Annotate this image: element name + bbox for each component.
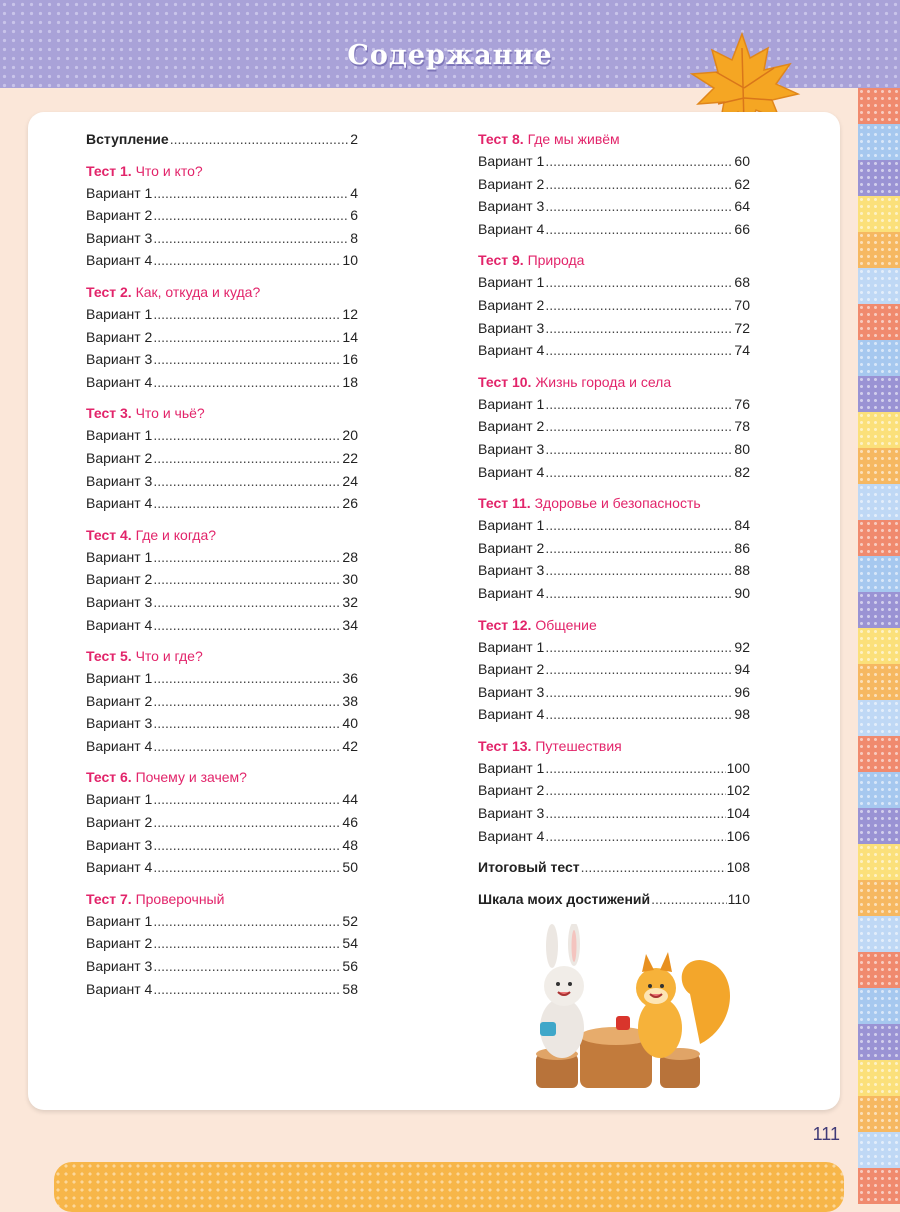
toc-entry-label: Вариант 4 [478,342,545,359]
toc-entry-label: Итоговый тест [478,859,580,876]
toc-entry-page: 50 [342,859,358,876]
toc-entry[interactable] [478,294,750,317]
toc-entry-label: Вариант 4 [478,463,545,480]
toc-entry-label: Вариант 2 [86,692,153,709]
toc-entry-page: 108 [726,859,750,876]
toc-entry[interactable] [86,249,358,272]
section-heading[interactable] [86,402,358,424]
section-title: Как, откуда и куда? [135,283,261,300]
section-title: Жизнь города и села [535,373,672,390]
toc-entry-label: Вариант 1 [86,184,153,201]
toc-entry-label: Вариант 3 [86,351,153,368]
decorative-stripes [858,88,900,1200]
toc-entry-label: Вариант 4 [478,827,545,844]
toc-entry[interactable] [86,546,358,569]
toc-entry-label: Вариант 2 [478,782,545,799]
section-title: Что и кто? [135,162,203,179]
toc-entry-label: Вариант 4 [478,706,545,723]
stripe-segment [858,808,900,844]
section-heading[interactable] [478,371,750,393]
toc-entry-label: Вариант 1 [86,548,153,565]
toc-entry-label: Вариант 3 [478,562,545,579]
toc-entry-page: 62 [734,175,750,192]
dot-leader [153,546,341,569]
page-title: Содержание [347,40,553,71]
toc-entry-page: 52 [342,912,358,929]
toc-entry-page: 18 [342,373,358,390]
dot-leader [153,249,341,272]
stripe-segment [858,484,900,520]
dot-leader [545,294,733,317]
section-title: Общение [535,616,597,633]
toc-entry-label: Вариант 4 [86,252,153,269]
section-heading[interactable] [478,614,750,636]
toc-entry[interactable] [478,757,750,780]
section-number: Тест 8. [478,131,524,147]
section-title: Что и чьё? [135,405,205,422]
toc-entry[interactable] [478,195,750,218]
section-title: Где и когда? [135,526,217,543]
toc-entry[interactable] [86,470,358,493]
toc-entry[interactable] [478,802,750,825]
dot-leader [153,470,341,493]
toc-entry-page: 100 [726,759,750,776]
toc-entry[interactable] [86,371,358,394]
section-heading[interactable] [478,735,750,757]
toc-entry[interactable] [86,303,358,326]
toc-entry[interactable] [86,690,358,713]
toc-entry-label: Вариант 1 [86,305,153,322]
toc-entry[interactable] [86,667,358,690]
toc-entry-page: 56 [342,958,358,975]
toc-entry-label: Вариант 2 [86,207,153,224]
dot-leader [545,582,733,605]
toc-entry[interactable] [86,348,358,371]
toc-entry-page: 14 [342,328,358,345]
toc-entry[interactable] [478,150,750,173]
toc-entry-page: 2 [350,131,358,147]
toc-entry-intro[interactable] [86,128,358,151]
dot-leader [545,317,733,340]
section-heading[interactable] [86,645,358,667]
toc-entry[interactable] [86,932,358,955]
stripe-segment [858,628,900,664]
toc-entry[interactable] [478,703,750,726]
section-number: Тест 4. [86,526,132,543]
dot-leader [153,182,349,205]
toc-entry[interactable] [86,735,358,758]
toc-entry-label: Вариант 1 [478,395,545,412]
stripe-segment [858,376,900,412]
dot-leader [545,802,725,825]
dot-leader [153,424,341,447]
stripe-segment [858,736,900,772]
dot-leader [153,735,341,758]
stripe-segment [858,304,900,340]
stripe-segment [858,916,900,952]
toc-entry-page: 16 [342,351,358,368]
toc-entry[interactable] [478,779,750,802]
dot-leader [545,559,733,582]
section-heading[interactable] [86,766,358,788]
toc-entry-page: 44 [342,791,358,808]
toc-entry-label: Вариант 3 [86,836,153,853]
section-title: Где мы живём [527,131,620,147]
stripe-segment [858,268,900,304]
stripe-segment [858,556,900,592]
section-number: Тест 10. [478,373,532,390]
toc-entry[interactable] [86,568,358,591]
dot-leader [153,811,341,834]
toc-entry-page: 76 [734,395,750,412]
stripe-segment [858,664,900,700]
dot-leader [153,788,341,811]
section-title: Природа [527,252,585,269]
dot-leader [545,461,733,484]
toc-entry-label: Вариант 2 [478,418,545,435]
toc-entry[interactable] [86,204,358,227]
bunny-squirrel-illustration [500,924,740,1094]
section-number: Тест 7. [86,890,132,907]
toc-entry-page: 110 [727,890,750,907]
dot-leader [153,667,341,690]
section-number: Тест 12. [478,616,532,633]
toc-entry-page: 38 [342,692,358,709]
toc-entry[interactable] [86,591,358,614]
toc-entry-page: 104 [726,805,750,822]
toc-entry-page: 72 [734,319,750,336]
page-number: 111 [812,1124,840,1144]
toc-entry-label: Вариант 2 [86,814,153,831]
toc-entry[interactable] [86,424,358,447]
dot-leader [153,204,349,227]
toc-entry-label: Вариант 2 [86,449,153,466]
dot-leader [545,636,733,659]
toc-entry[interactable] [478,438,750,461]
section-title: Путешествия [535,737,622,754]
toc-entry-page: 36 [342,670,358,687]
toc-entry-page: 54 [342,935,358,952]
toc-entry-label: Шкала моих достижений [478,890,651,907]
toc-entry-label: Вариант 3 [478,440,545,457]
dot-leader [153,955,341,978]
dot-leader [153,932,341,955]
stripe-segment [858,1096,900,1132]
dot-leader [545,757,725,780]
toc-entry[interactable] [478,681,750,704]
stripe-segment [858,160,900,196]
toc-entry-page: 20 [342,427,358,444]
toc-entry[interactable] [478,537,750,560]
dot-leader [545,271,733,294]
toc-entry[interactable] [478,825,750,848]
toc-entry[interactable] [478,559,750,582]
toc-entry-page: 70 [734,296,750,313]
left-sections [86,160,358,1001]
toc-entry-label: Вариант 2 [478,539,545,556]
section-title: Проверочный [135,890,225,907]
dot-leader [545,393,733,416]
toc-entry-label: Вариант 3 [86,472,153,489]
toc-entry-page: 74 [734,342,750,359]
dot-leader [153,690,341,713]
toc-entry-label: Вариант 1 [478,759,545,776]
toc-entry-label: Вариант 4 [478,584,545,601]
toc-entry-page: 88 [734,562,750,579]
dot-leader [651,888,727,911]
toc-entry-page: 40 [342,715,358,732]
toc-entry-final-test[interactable] [478,856,750,879]
toc-entry-page: 10 [342,252,358,269]
toc-entry-label: Вариант 2 [86,328,153,345]
section-heading[interactable] [478,128,750,150]
dot-leader [545,681,733,704]
toc-entry-page: 22 [342,449,358,466]
dot-leader [545,415,733,438]
toc-entry[interactable] [86,811,358,834]
toc-entry-page: 28 [342,548,358,565]
toc-entry-page: 30 [342,571,358,588]
toc-entry[interactable] [86,910,358,933]
toc-entry-page: 98 [734,706,750,723]
section-number: Тест 3. [86,405,132,422]
toc-entry[interactable] [478,461,750,484]
toc-entry-label: Вариант 2 [478,296,545,313]
toc-entry-label: Вариант 4 [86,495,153,512]
stripe-segment [858,520,900,556]
section-title: Что и где? [135,648,203,665]
toc-entry-page: 12 [342,305,358,322]
toc-entry-page: 24 [342,472,358,489]
toc-entry[interactable] [478,317,750,340]
section-number: Тест 6. [86,769,132,786]
stripe-segment [858,952,900,988]
stripe-segment [858,1168,900,1204]
stripe-segment [858,772,900,808]
toc-entry-label: Вариант 4 [86,737,153,754]
dot-leader [545,438,733,461]
stripe-segment [858,196,900,232]
dot-leader [153,712,341,735]
toc-entry-page: 106 [726,827,750,844]
dot-leader [153,227,349,250]
toc-entry-page: 86 [734,539,750,556]
toc-entry[interactable] [86,978,358,1001]
dot-leader [545,514,733,537]
toc-entry-page: 80 [734,440,750,457]
stripe-segment [858,340,900,376]
toc-entry[interactable] [478,339,750,362]
stripe-segment [858,1024,900,1060]
stripe-segment [858,988,900,1024]
toc-entry[interactable] [86,182,358,205]
toc-entry-label: Вариант 1 [478,638,545,655]
dot-leader [545,195,733,218]
dot-leader [545,339,733,362]
dot-leader [153,303,341,326]
toc-entry-page: 68 [734,274,750,291]
toc-entry[interactable] [86,614,358,637]
toc-entry-page: 90 [734,584,750,601]
toc-entry[interactable] [86,326,358,349]
toc-entry-page: 8 [350,229,358,246]
toc-entry-label: Вариант 3 [86,229,153,246]
toc-entry[interactable] [478,218,750,241]
stripe-segment [858,592,900,628]
dot-leader [153,591,341,614]
toc-entry-label: Вариант 4 [478,220,545,237]
toc-entry[interactable] [86,955,358,978]
section-heading[interactable] [86,524,358,546]
toc-entry[interactable] [86,227,358,250]
toc-entry-label: Вариант 2 [86,935,153,952]
bottom-band [54,1162,844,1212]
section-heading[interactable] [86,888,358,910]
toc-right-column [478,128,750,910]
toc-entry-label: Вариант 1 [86,427,153,444]
toc-entry[interactable] [478,271,750,294]
section-heading[interactable] [478,249,750,271]
toc-entry-page: 102 [726,782,750,799]
toc-entry-page: 82 [734,463,750,480]
section-title: Почему и зачем? [135,769,247,786]
toc-left-column [86,128,358,1000]
toc-entry-page: 78 [734,418,750,435]
dot-leader [153,978,341,1001]
dot-leader [153,910,341,933]
toc-entry-label: Вариант 1 [478,274,545,291]
toc-entry-label: Вариант 2 [478,661,545,678]
stripe-segment [858,880,900,916]
toc-entry[interactable] [478,658,750,681]
stripe-segment [858,232,900,268]
toc-entry-page: 58 [342,980,358,997]
toc-entry[interactable] [478,415,750,438]
toc-entry[interactable] [86,788,358,811]
section-heading[interactable] [86,160,358,182]
section-number: Тест 11. [478,495,531,512]
toc-entry-page: 66 [734,220,750,237]
toc-entry-label: Вариант 3 [478,805,545,822]
toc-entry-page: 84 [734,517,750,534]
toc-entry-page: 46 [342,814,358,831]
toc-entry[interactable] [86,492,358,515]
section-heading[interactable] [86,281,358,303]
toc-entry-achievements[interactable] [478,888,750,911]
stripe-segment [858,88,900,124]
dot-leader [581,856,726,879]
dot-leader [153,348,341,371]
toc-entry-page: 64 [734,198,750,215]
section-heading[interactable] [478,492,750,514]
toc-entry-label: Вариант 4 [86,980,153,997]
dot-leader [170,128,350,151]
toc-entry-page: 96 [734,683,750,700]
toc-entry-page: 48 [342,836,358,853]
toc-entry-label: Вариант 3 [478,683,545,700]
section-title: Здоровье и безопасность [534,495,701,512]
toc-entry-page: 4 [350,184,358,201]
toc-entry[interactable] [478,514,750,537]
toc-entry-label: Вступление [86,131,169,147]
stripe-segment [858,412,900,448]
toc-entry[interactable] [478,582,750,605]
dot-leader [153,371,341,394]
toc-entry[interactable] [86,712,358,735]
toc-entry-label: Вариант 1 [478,517,545,534]
toc-entry-label: Вариант 2 [478,175,545,192]
section-number: Тест 13. [478,737,532,754]
stripe-segment [858,844,900,880]
dot-leader [153,856,341,879]
dot-leader [545,658,733,681]
dot-leader [545,703,733,726]
toc-entry-label: Вариант 1 [86,791,153,808]
toc-entry-label: Вариант 3 [478,319,545,336]
toc-entry[interactable] [86,856,358,879]
toc-entry-page: 92 [734,638,750,655]
dot-leader [153,834,341,857]
stripe-segment [858,1060,900,1096]
toc-entry-label: Вариант 4 [86,373,153,390]
toc-entry[interactable] [478,636,750,659]
toc-entry-page: 42 [342,737,358,754]
toc-entry[interactable] [478,173,750,196]
toc-entry-page: 6 [350,207,358,224]
dot-leader [545,218,733,241]
dot-leader [153,447,341,470]
toc-entry-label: Вариант 3 [86,715,153,732]
stripe-segment [858,700,900,736]
stripe-segment [858,124,900,160]
toc-entry[interactable] [86,447,358,470]
toc-entry-page: 60 [734,153,750,169]
toc-entry[interactable] [86,834,358,857]
section-number: Тест 2. [86,283,132,300]
toc-entry-label: Вариант 1 [478,153,545,169]
dot-leader [545,779,725,802]
dot-leader [545,150,733,173]
dot-leader [153,492,341,515]
stripe-segment [858,1132,900,1168]
toc-entry-page: 26 [342,495,358,512]
toc-entry-page: 34 [342,616,358,633]
right-sections [478,128,750,847]
toc-entry[interactable] [478,393,750,416]
toc-entry-label: Вариант 2 [86,571,153,588]
dot-leader [153,326,341,349]
dot-leader [545,173,733,196]
toc-entry-label: Вариант 4 [86,616,153,633]
toc-entry-label: Вариант 1 [86,912,153,929]
toc-entry-label: Вариант 3 [86,958,153,975]
dot-leader [153,568,341,591]
dot-leader [545,537,733,560]
stripe-segment [858,448,900,484]
section-number: Тест 1. [86,162,132,179]
toc-entry-label: Вариант 3 [86,593,153,610]
dot-leader [153,614,341,637]
section-number: Тест 5. [86,648,132,665]
dot-leader [545,825,725,848]
toc-entry-label: Вариант 3 [478,198,545,215]
toc-entry-label: Вариант 4 [86,859,153,876]
toc-entry-page: 94 [734,661,750,678]
toc-entry-label: Вариант 1 [86,670,153,687]
section-number: Тест 9. [478,252,524,269]
toc-entry-page: 32 [342,593,358,610]
